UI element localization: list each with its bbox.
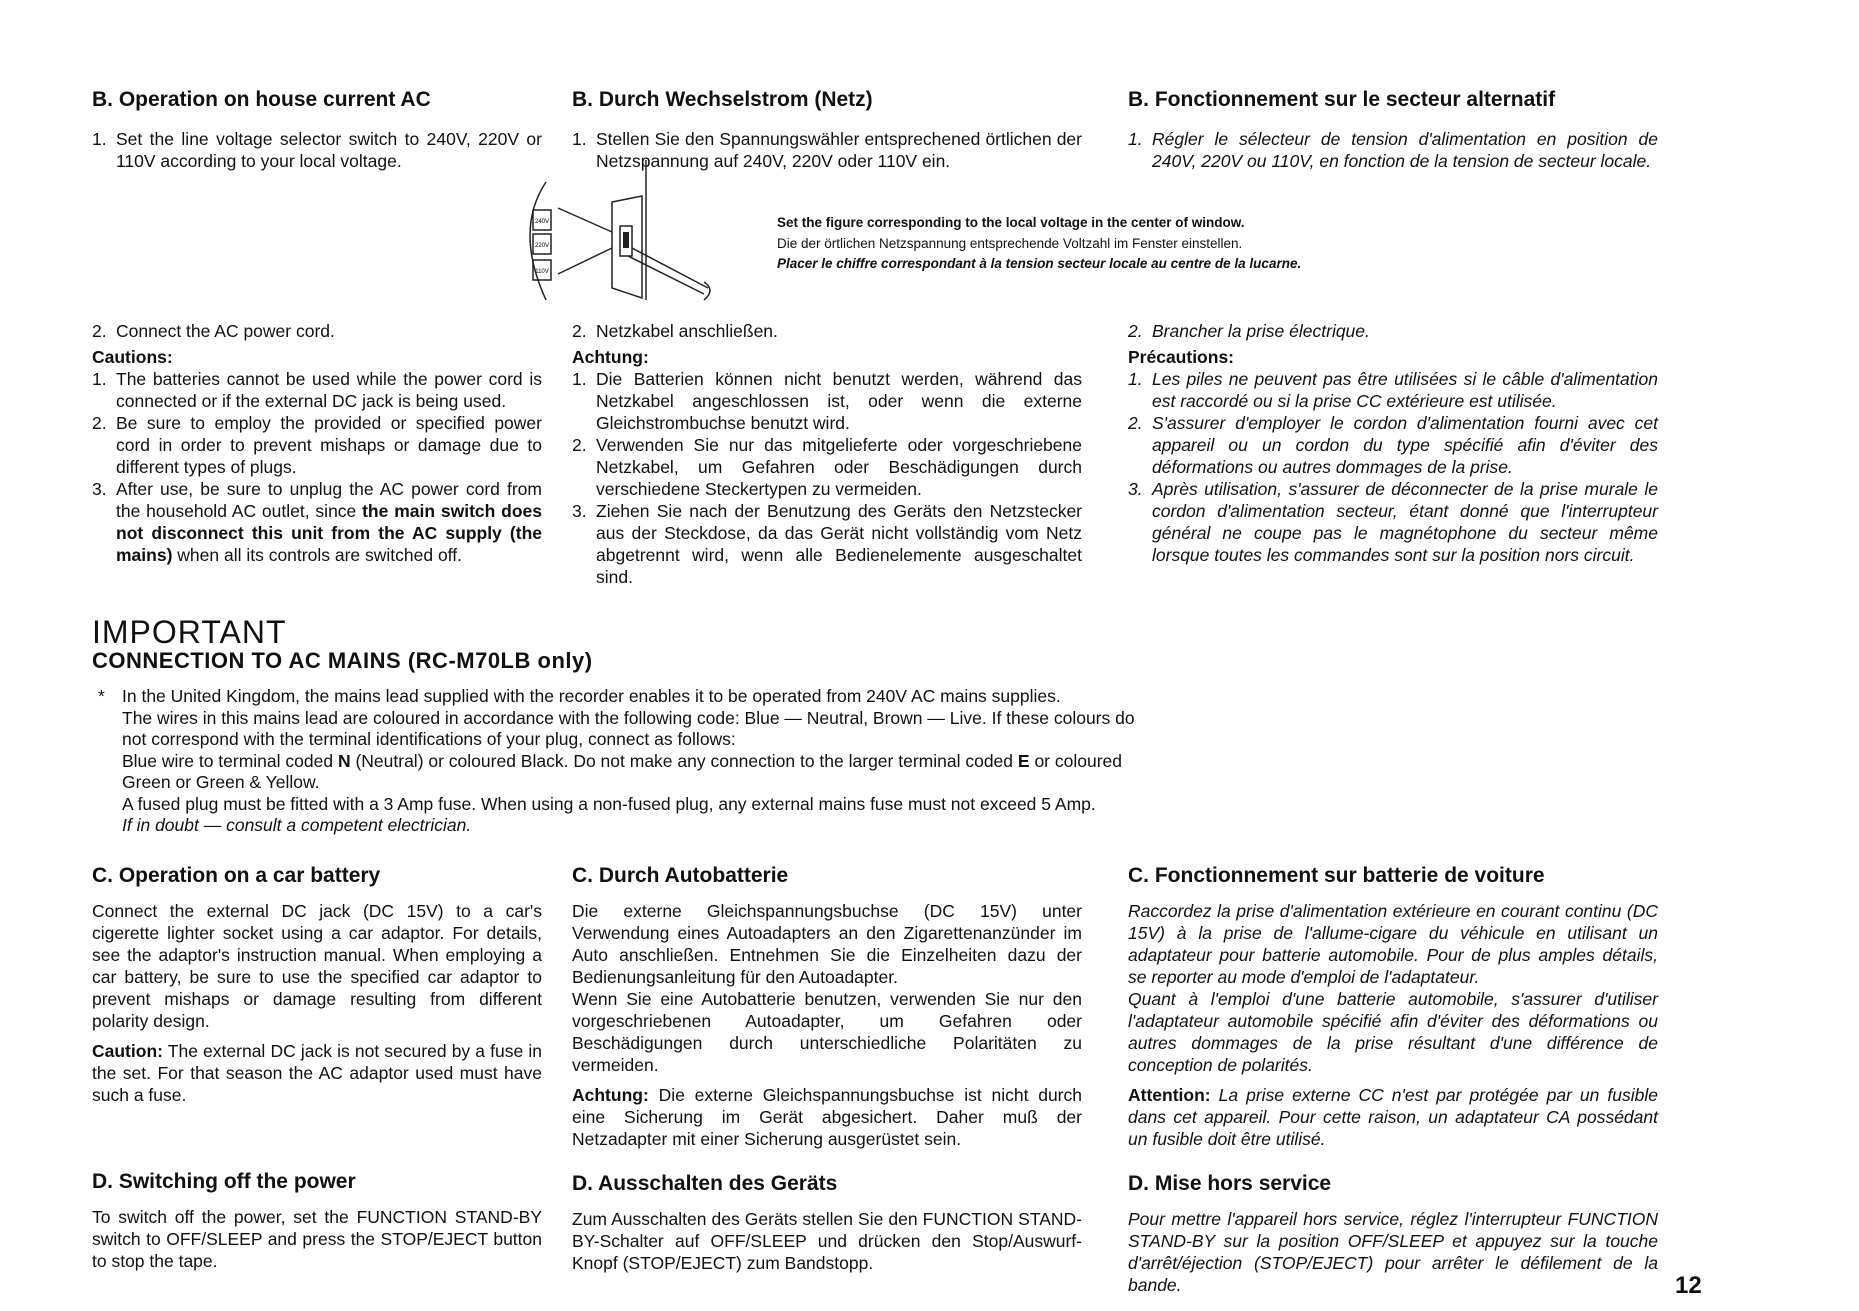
section-c-fr [1128,864,1658,1150]
figure-caption [777,213,1301,275]
figure-zoom-lines [558,208,612,274]
section-b-fr [1128,88,1658,172]
caution-3: 3. Après utilisation, s'assurer de déconnecter de la prise murale le cordon d'alimentation secteur, étant donné que l'interrupteur général ne coupe pas le magnétophone du secteur même lorsque toutes les commandes sont sur la position nors circuit. [1128,479,1658,565]
svg-text:220V: 220V [534,243,550,249]
section-heading: C. Fonctionnement sur batterie de voiture [1128,864,1545,887]
voltage-window-240 [533,210,551,230]
uk-mains-notice [98,686,1338,837]
section-body: Zum Ausschalten des Geräts stellen Sie den FUNCTION STAND-BY-Schalter auf OFF/SLEEP und drücken den Stop/Auswurf-Knopf (STOP/EJECT) zum Bandstopp. [572,1209,1082,1273]
svg-text:110V: 110V [535,269,549,275]
section-body-2: Wenn Sie eine Autobatterie benutzen, verwenden Sie nur den vorgeschriebenen Autoadapter, um Gefahren oder Beschädigungen durch unterschiedliche Polaritäten zu vermeiden. [572,989,1082,1075]
caution-2: 2. Verwenden Sie nur das mitgelieferte oder vorgeschriebene Netzkabel, um Gefahren oder Beschädigungen durch verschiedene Steckertypen zu vermeiden. [572,435,1082,499]
caution-1: 1. Die Batterien können nicht benutzt werden, während das Netzkabel angeschlossen ist, oder wenn die externe Gleichstrombuchse benutzt wird. [572,369,1082,433]
section-heading: B. Operation on house current AC [92,88,431,111]
section-c-en [92,864,542,1106]
caution-2: 2. S'assurer d'employer le cordon d'alimentation fourni avec cet appareil ou un cordon du type spécifié afin d'éviter des déformations ou autres dommages de la prise. [1128,413,1658,477]
section-heading: C. Durch Autobatterie [572,864,789,887]
important-subtitle: CONNECTION TO AC MAINS (RC-M70LB only) [92,648,593,673]
caption-en: Set the figure corresponding to the local voltage in the center of window. [777,215,1245,230]
section-caution: Caution: The external DC jack is not secured by a fuse in the set. For that season the AC adaptor used must have such a fuse. [92,1041,542,1105]
important-title: IMPORTANT [92,614,287,650]
section-heading: B. Durch Wechselstrom (Netz) [572,88,873,111]
section-heading: B. Fonctionnement sur le secteur alternatif [1128,88,1556,111]
step-1: 1. Régler le sélecteur de tension d'alimentation en position de 240V, 220V ou 110V, en fonction de la tension de secteur locale. [1128,129,1658,171]
cautions-heading: Cautions: [92,347,173,367]
caution-3: 3. Ziehen Sie nach der Benutzung des Geräts den Netzstecker aus der Steckdose, da das Gerät nicht vollständig vom Netz abgetrennt wird, wenn alle Bedienelemente ausgeschaltet sind. [572,501,1082,587]
caution-1: 1. The batteries cannot be used while the power cord is connected or if the external DC jack is being used. [92,369,542,411]
section-d-en [92,1170,542,1272]
cautions-heading: Achtung: [572,347,649,367]
section-heading: C. Operation on a car battery [92,864,381,887]
step-2: 2. Brancher la prise électrique. [1128,321,1370,341]
cautions-heading: Précautions: [1128,347,1234,367]
notice-line: * In the United Kingdom, the mains lead supplied with the recorder enables it to be operated from 240V AC mains supplies. [98,686,1061,706]
section-b-en [92,88,542,172]
section-heading: D. Switching off the power [92,1170,356,1193]
screwdriver-handle [704,282,710,300]
section-d-de [572,1172,1082,1274]
notice-line: Blue wire to terminal coded N (Neutral) or coloured Black. Do not make any connection to the larger terminal coded E or coloured [122,750,1122,771]
step-2: 2. Netzkabel anschließen. [572,321,778,341]
section-b-fr-cont [1128,320,1658,566]
screwdriver-shaft [628,248,708,294]
section-body-2: Quant à l'emploi d'une batterie automobile, s'assurer d'utiliser l'adaptateur automobile spécifié afin d'éviter des déformations ou autres dommages de la prise résultant d'une différence de conception de polarités. [1128,989,1658,1075]
section-b-en-cont [92,320,542,566]
svg-text:240V: 240V [534,219,550,225]
step-2: 2. Connect the AC power cord. [92,321,335,341]
selector-knob [623,232,629,248]
caption-fr: Placer le chiffre correspondant à la tension secteur locale au centre de la lucarne. [777,256,1302,271]
notice-line: If in doubt — consult a competent electrician. [122,815,472,835]
section-caution: Achtung: Die externe Gleichspannungsbuchse ist nicht durch eine Sicherung im Gerät abgesichert. Daher muß der Netzadapter mit einer Sicherung ausgerüstet sein. [572,1085,1082,1149]
section-b-de-cont [572,320,1082,588]
caution-2: 2. Be sure to employ the provided or specified power cord in order to prevent mishaps or damage due to different types of plugs. [92,413,542,477]
caution-1: 1. Les piles ne peuvent pas être utilisées si le câble d'alimentation est raccordé ou si la prise CC extérieure est utilisée. [1128,369,1658,411]
section-body: To switch off the power, set the FUNCTION STAND-BY switch to OFF/SLEEP and press the STOP/EJECT button to stop the tape. [92,1207,542,1271]
page-number: 12 [1675,1272,1702,1299]
notice-line: not correspond with the terminal identifications of your plug, connect as follows: [122,729,736,749]
section-c-de [572,864,1082,1150]
notice-line: The wires in this mains lead are coloured in accordance with the following code: Blue — Neutral, Brown — Live. If these colours do [122,707,1135,728]
caption-de: Die der örtlichen Netzspannung entsprechende Voltzahl im Fenster einstellen. [777,235,1243,251]
section-heading: D. Ausschalten des Geräts [572,1172,838,1195]
voltage-selector-figure [500,160,740,310]
voltage-window-110 [533,260,551,280]
section-body: Die externe Gleichspannungsbuchse (DC 15V) unter Verwendung eines Autoadapters an den Zigarettenanzünder im Auto anschließen. Entnehmen Sie die Einzelheiten dazu der Bedienungsanleitung für den Autoadapter. [572,901,1082,987]
caution-3: 3. After use, be sure to unplug the AC power cord from the household AC outlet, since the main switch does not disconnect this unit from the AC supply (the mains) when all its controls are switched off. [92,479,542,565]
section-caution: Attention: La prise externe CC n'est par protégée par un fusible dans cet appareil. Pour cette raison, un adaptateur CA possédant un fusible doit être utilisé. [1128,1085,1658,1149]
section-d-fr [1128,1172,1658,1296]
section-body: Pour mettre l'appareil hors service, réglez l'interrupteur FUNCTION STAND-BY sur la position OFF/SLEEP et appuyez sur la touche d'arrêt/éjection (STOP/EJECT) pour arrêter le défilement de la bande. [1128,1209,1658,1295]
section-body: Connect the external DC jack (DC 15V) to a car's cigerette lighter socket using a car adaptor. For details, see the adaptor's instruction manual. When employing a car battery, be sure to use the specified car adaptor to prevent mishaps or damage resulting from different polarity design. [92,901,542,1031]
section-heading: D. Mise hors service [1128,1172,1332,1195]
notice-line: Green or Green & Yellow. [122,772,320,792]
notice-line: A fused plug must be fitted with a 3 Amp fuse. When using a non-fused plug, any external mains fuse must not exceed 5 Amp. [122,793,1096,814]
step-1: 1. Stellen Sie den Spannungswähler entsprechened örtlichen der Netzspannung auf 240V, 220V oder 110V ein. [572,129,1082,171]
voltage-window-220 [533,234,551,254]
section-body: Raccordez la prise d'alimentation extérieure en courant continu (DC 15V) à la prise de l'allume-cigare du véhicule en utilisant un adaptateur pour batterie automobile. Pour de plus amples détails, se reporter au mode d'emploi de l'adaptateur. [1128,901,1658,987]
step-1: 1. Set the line voltage selector switch to 240V, 220V or 110V according to your local voltage. [92,129,542,171]
